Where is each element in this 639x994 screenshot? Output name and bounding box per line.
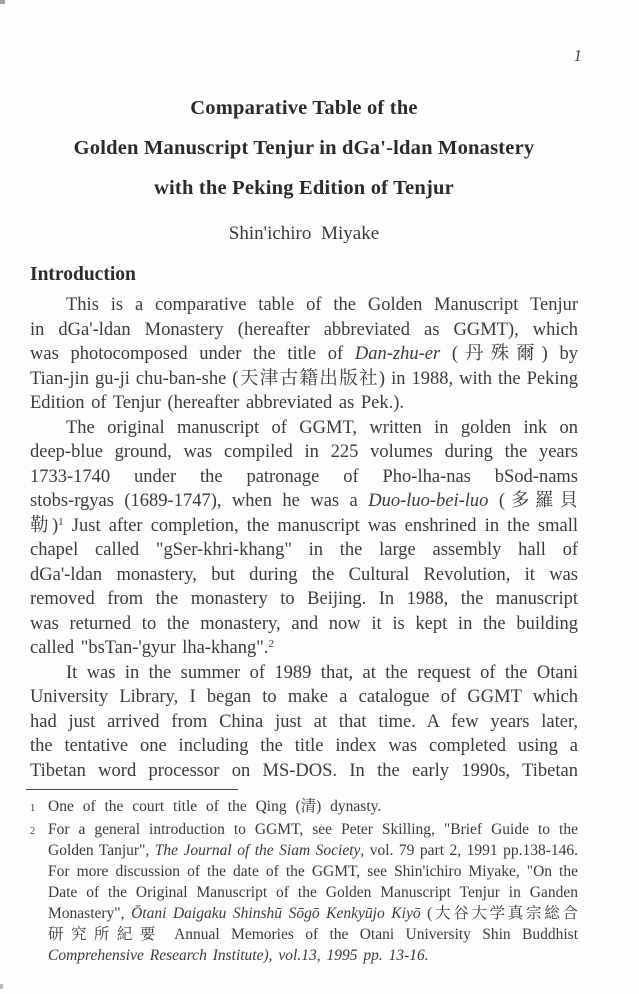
paragraph-2 — [30, 416, 578, 661]
text-line: 勒)$^1$ Just after completion, the manuscript was enshrined in the small — [30, 515, 578, 536]
text-line: the tentative one including the title index was completed using a — [30, 736, 578, 756]
footnote-line: Date of the Original Manuscript of the Golden Manuscript Tenjur in Ganden — [48, 884, 578, 901]
text-line: University Library, I began to make a catalogue of GGMT which — [30, 687, 578, 707]
footnote-line: For a general introduction to GGMT, see Peter Skilling, "Brief Guide to the — [48, 821, 578, 838]
footnote-marker: 2 — [30, 826, 36, 837]
text-line: was photocomposed under the title of Dan-zhu-er (丹殊爾) by — [30, 344, 579, 364]
text-line: This is a comparative table of the Golden Manuscript Tenjur — [66, 295, 578, 315]
text-line: Tibetan word processor on MS-DOS. In the early 1990s, Tibetan — [30, 760, 578, 781]
footnote-list — [30, 796, 578, 966]
footnote-line: One of the court title of the Qing (清) dynasty. — [48, 798, 382, 815]
text-block — [0, 88, 639, 966]
title-line-1: Comparative Table of the — [190, 97, 418, 119]
title-line-2: Golden Manuscript Tenjur in dGa'-ldan Monastery — [73, 137, 535, 159]
text-line: It was in the summer of 1989 that, at the request of the Otani — [66, 662, 578, 683]
text-line: had just arrived from China just at that time. A few years later, — [30, 711, 578, 732]
footnote-2 — [30, 819, 578, 966]
text-line: 1733-1740 under the patronage of Pho-lha-nas bSod-nams — [30, 466, 578, 487]
page-number: 1 — [573, 46, 582, 65]
footnote-text — [48, 796, 578, 817]
section-heading: Introduction — [30, 264, 136, 285]
text-line: called "bsTan-'gyur lha-khang".$^2$ — [30, 638, 274, 658]
text-line: The original manuscript of GGMT, written in golden ink on — [66, 417, 578, 438]
footnote-line: Monastery", Ōtani Daigaku Shinshū Sōgō Kenkyūjo Kiyō (大谷大学真宗総合 — [48, 905, 578, 922]
footnote-line: Comprehensive Research Institute), vol.13, 1995 pp. 13-16. — [48, 947, 429, 964]
footnote-separator — [26, 789, 238, 790]
text-line: was returned to the monastery, and now it is kept in the building — [30, 613, 578, 634]
footnote-1 — [30, 796, 578, 819]
text-line: deep-blue ground, was compiled in 225 volumes during the years — [30, 442, 578, 462]
title-line-3: with the Peking Edition of Tenjur — [154, 177, 454, 199]
text-line: in dGa'-ldan Monastery (hereafter abbreviated as GGMT), which — [30, 319, 578, 340]
text-line: stobs-rgyas (1689-1747), when he was a Duo-luo-bei-luo (多羅貝 — [30, 491, 578, 511]
footnote-text — [48, 819, 578, 966]
text-line: removed from the monastery to Beijing. In 1988, the manuscript — [30, 589, 578, 609]
document-title — [30, 88, 578, 208]
paragraph-3 — [30, 661, 578, 784]
text-line: Edition of Tenjur (hereafter abbreviated as Pek.). — [30, 393, 405, 413]
text-line: chapel called "gSer-khri-khang" in the large assembly hall of — [30, 540, 578, 560]
footnote-marker: 1 — [30, 803, 36, 814]
footnote-line: 研究所紀要 Annual Memories of the Otani University Shin Buddhist — [48, 926, 578, 943]
paragraph-1 — [30, 293, 578, 416]
text-line: Tian-jin gu-ji chu-ban-she (天津古籍出版社) in 1988, with the Peking — [30, 368, 578, 389]
author-name: Shin'ichiro Miyake — [228, 223, 380, 244]
text-line: dGa'-ldan monastery, but during the Cultural Revolution, it was — [30, 564, 578, 585]
footnote-line: Golden Tanjur", The Journal of the Siam Society, vol. 79 part 2, 1991 pp.138-146. — [48, 842, 578, 859]
body-text — [30, 293, 578, 783]
footnote-line: For more discussion of the date of the GGMT, see Shin'ichiro Miyake, "On the — [48, 863, 578, 880]
